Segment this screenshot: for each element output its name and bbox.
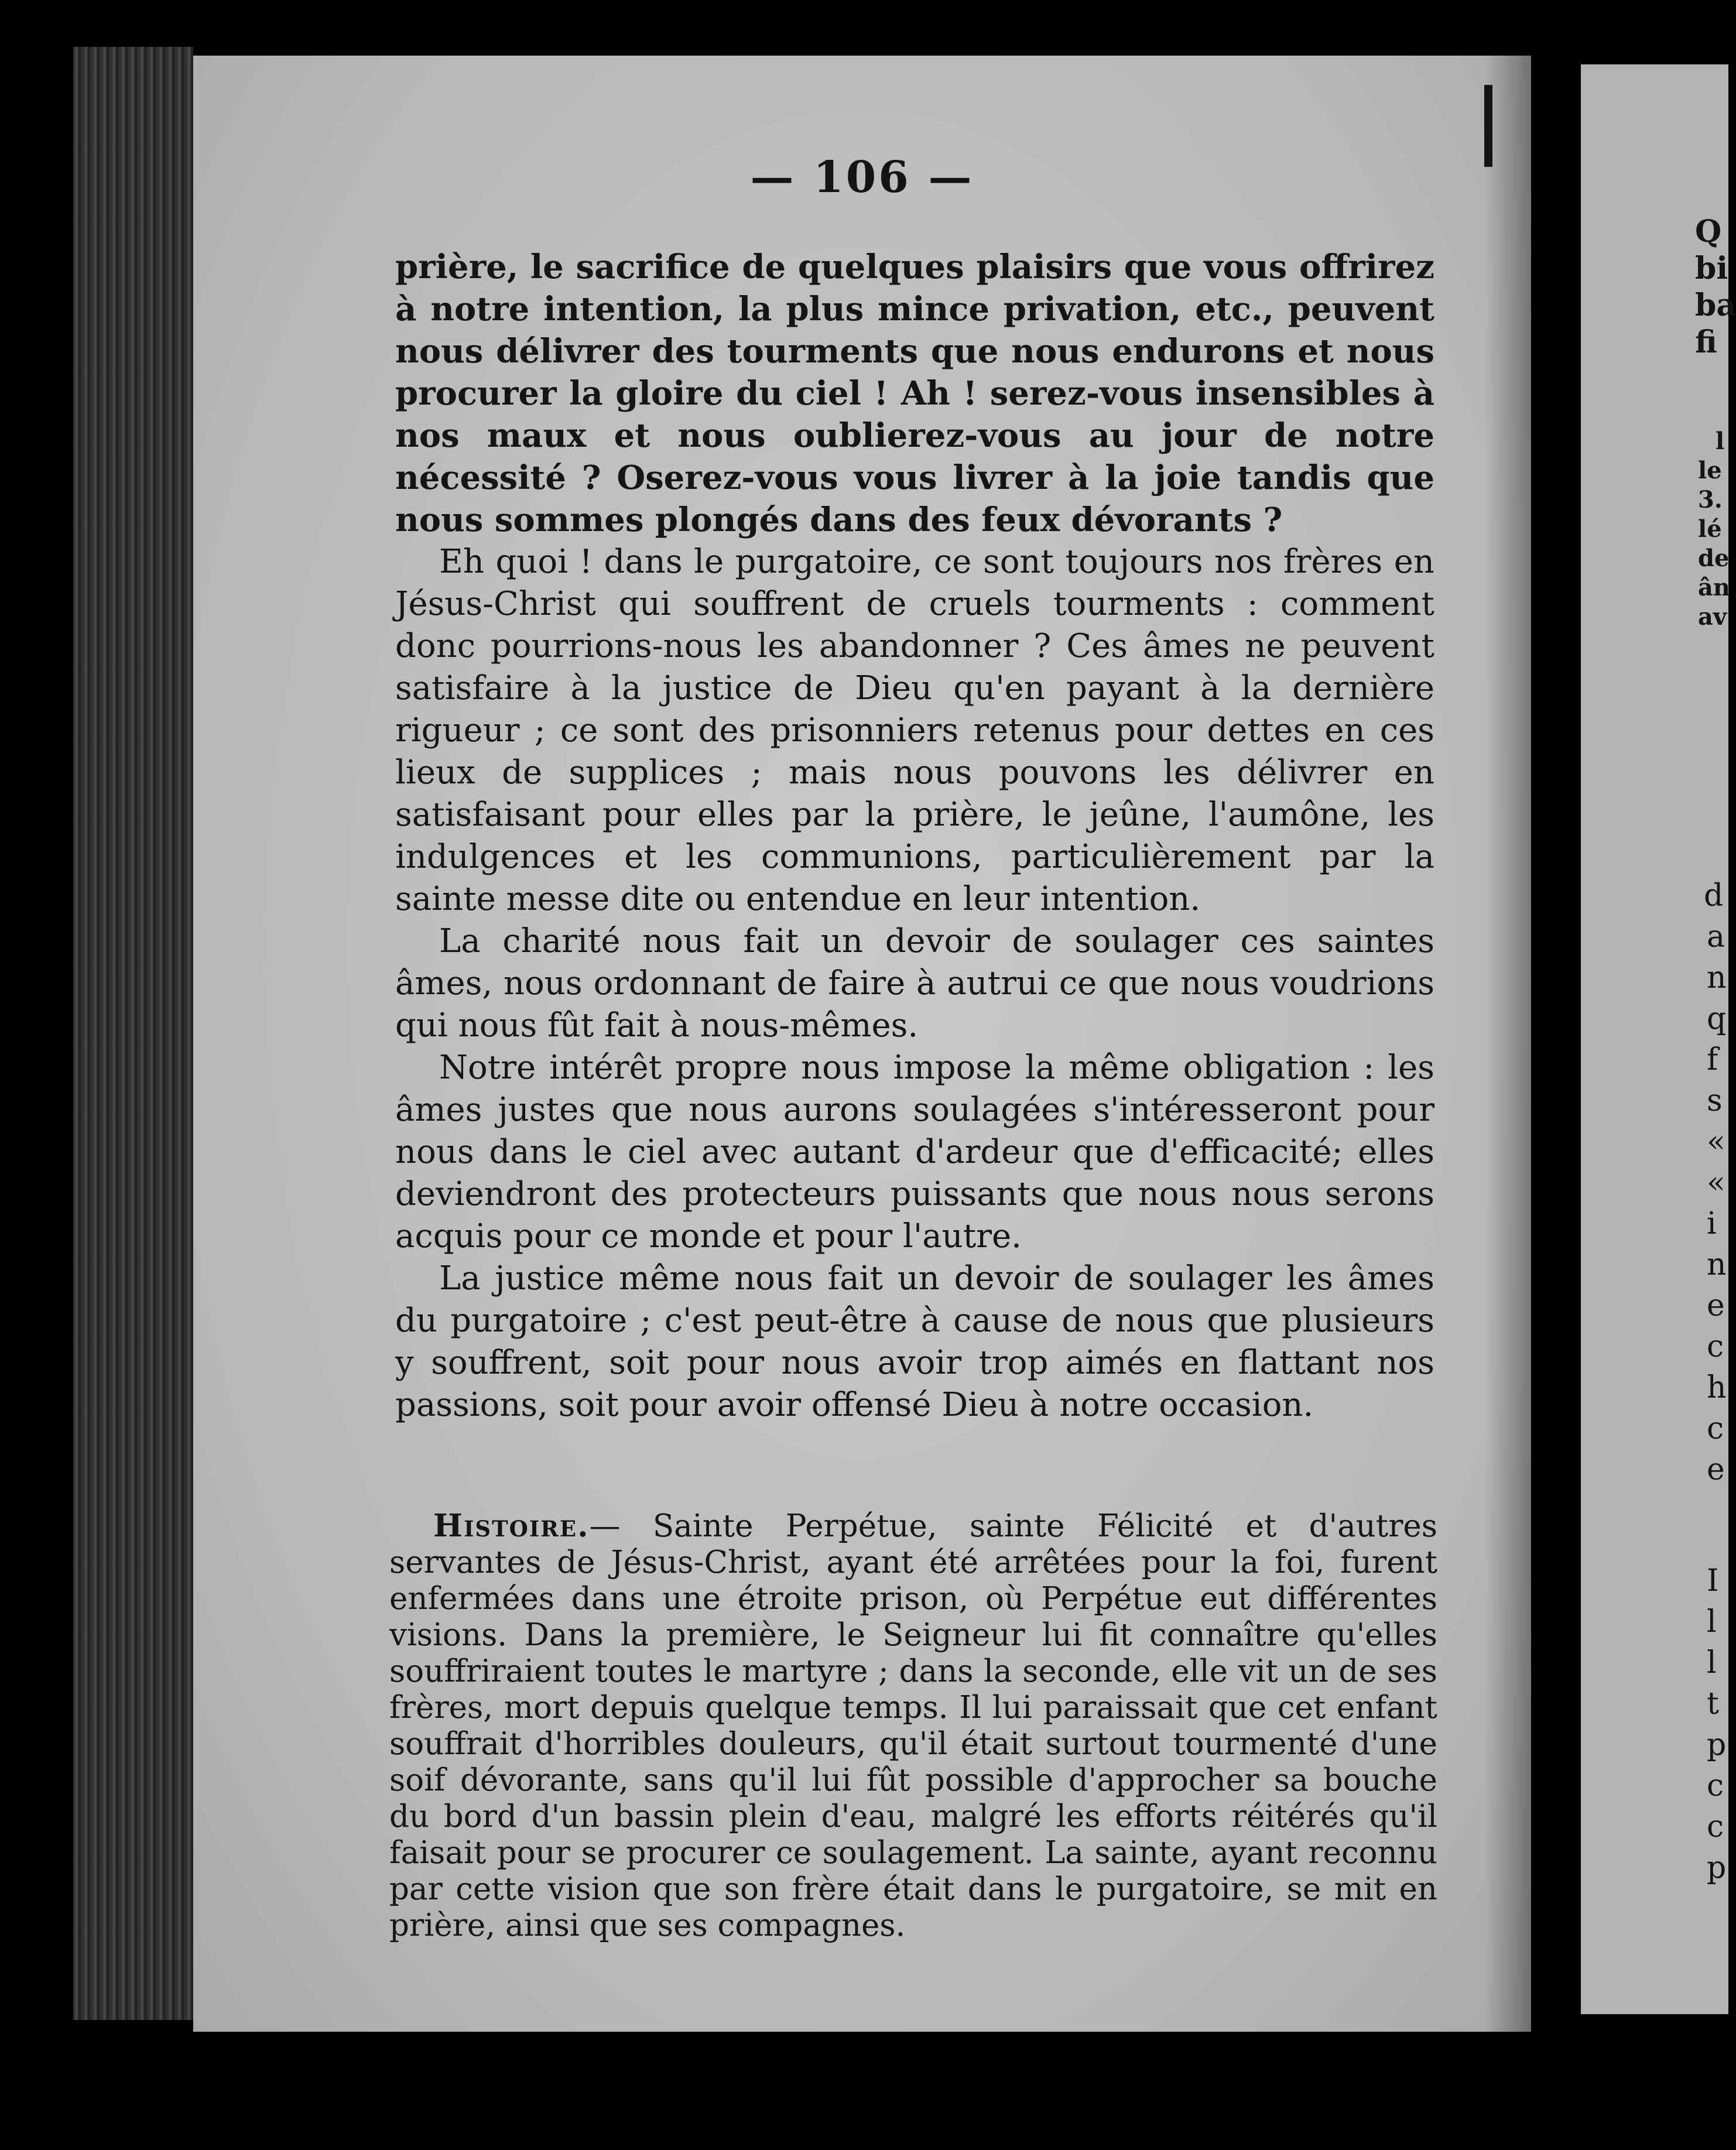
facing-fragment: h bbox=[1707, 1370, 1727, 1405]
facing-fragment: lé bbox=[1698, 515, 1722, 543]
facing-fragment: le bbox=[1698, 457, 1722, 484]
page-mark bbox=[1484, 85, 1492, 167]
facing-fragment: c bbox=[1707, 1329, 1724, 1364]
facing-fragment: ba bbox=[1695, 287, 1736, 323]
facing-fragment: d bbox=[1704, 878, 1724, 913]
facing-fragment: l bbox=[1707, 1604, 1717, 1639]
facing-fragment: e bbox=[1707, 1452, 1725, 1487]
main-text bbox=[395, 246, 1434, 1426]
facing-fragment: l bbox=[1716, 427, 1725, 455]
facing-fragment: bi bbox=[1695, 251, 1728, 286]
facing-fragment: ân bbox=[1698, 574, 1730, 601]
facing-fragment: Q bbox=[1695, 214, 1722, 249]
histoire-label: Histoire. bbox=[433, 1508, 590, 1544]
facing-fragment: c bbox=[1707, 1809, 1724, 1844]
facing-fragment: fi bbox=[1695, 324, 1717, 360]
facing-fragment: « bbox=[1707, 1124, 1725, 1159]
page-number: — 106 — bbox=[750, 152, 974, 203]
histoire-text: — Sainte Perpétue, sainte Félicité et d'autres servantes de Jésus-Christ, ayant été arrêtées pour la foi, furent enfermées dans une étroite prison, où Perpétue eut différentes visions. Dans la première, le Seigneur lui fit connaître qu'elles souffriraient toutes le martyre ; dans la seconde, elle vit un de ses frères, mort depuis quelque temps. Il lui paraissait que cet enfant souffrait d'horribles douleurs, qu'il était surtout tourmenté d'une soif dévorante, sans qu'il lui fût possible d'approcher sa bouche du bord d'un bassin plein d'eau, malgré les efforts réitérés qu'il faisait pour se procurer ce soulagement. La sainte, ayant reconnu par cette vision que son frère était dans le purgatoire, se mit en prière, ainsi que ses compagnes. bbox=[389, 1508, 1437, 1943]
paragraph-2: Eh quoi ! dans le purgatoire, ce sont toujours nos frères en Jésus-Christ qui souffrent de cruels tourments : comment donc pourrions-nous les abandonner ? Ces âmes ne peuvent satisfaire à la justice de Dieu qu'en payant à la dernière rigueur ; ce sont des prisonniers retenus pour dettes en ces lieux de supplices ; mais nous pouvons les délivrer en satisfaisant pour elles par la prière, le jeûne, l'aumône, les indulgences et les communions, particulièrement par la sainte messe dite ou entendue en leur intention. bbox=[395, 543, 1434, 918]
paragraph-5: La justice même nous fait un devoir de soulager les âmes du purgatoire ; c'est peut-être à cause de nous que plusieurs y souffrent, soit pour nous avoir trop aimés en flattant nos passions, soit pour avoir offensé Dieu à notre occasion. bbox=[395, 1259, 1434, 1424]
facing-fragment: a bbox=[1707, 919, 1725, 954]
facing-fragment: s bbox=[1707, 1083, 1723, 1118]
facing-fragment: 3. bbox=[1698, 486, 1723, 513]
facing-fragment: n bbox=[1707, 960, 1727, 995]
facing-fragment: de bbox=[1698, 545, 1730, 572]
book-edge-stack bbox=[73, 47, 193, 2020]
histoire-section bbox=[389, 1508, 1437, 1944]
facing-fragment: n bbox=[1707, 1247, 1727, 1282]
facing-fragment: « bbox=[1707, 1165, 1725, 1200]
facing-fragment: c bbox=[1707, 1768, 1724, 1803]
facing-fragment: I bbox=[1707, 1563, 1719, 1598]
facing-fragment: q bbox=[1707, 1001, 1727, 1036]
facing-fragment: p bbox=[1707, 1850, 1727, 1885]
facing-fragment: t bbox=[1707, 1686, 1719, 1721]
facing-fragment: p bbox=[1707, 1727, 1727, 1762]
facing-fragment: f bbox=[1707, 1042, 1718, 1077]
facing-fragment: c bbox=[1707, 1411, 1724, 1446]
paragraph-4: Notre intérêt propre nous impose la même obligation : les âmes justes que nous aurons soulagées s'intéresseront pour nous dans le ciel avec autant d'ardeur que d'efficacité; elles deviendront des protecteurs puissants que nous nous serons acquis pour ce monde et pour l'autre. bbox=[395, 1049, 1434, 1255]
paragraph-3: La charité nous fait un devoir de soulager ces saintes âmes, nous ordonnant de faire à autrui ce que nous voudrions qui nous fût fait à nous-mêmes. bbox=[395, 922, 1434, 1045]
facing-fragment: l bbox=[1707, 1645, 1717, 1680]
paragraph-1: prière, le sacrifice de quelques plaisirs que vous offrirez à notre intention, la plus mince privation, etc., peuvent nous délivrer des tourments que nous endurons et nous procurer la gloire du ciel ! Ah ! serez-vous insensibles à nos maux et nous oublierez-vous au jour de notre nécessité ? Oserez-vous vous livrer à la joie tandis que nous sommes plongés dans des feux dévorants ? bbox=[395, 248, 1434, 539]
facing-fragment: i bbox=[1707, 1206, 1717, 1241]
facing-fragment: av bbox=[1698, 603, 1727, 631]
facing-fragment: e bbox=[1707, 1288, 1725, 1323]
gutter-shadow bbox=[1484, 56, 1531, 2032]
facing-page bbox=[1581, 64, 1736, 2014]
